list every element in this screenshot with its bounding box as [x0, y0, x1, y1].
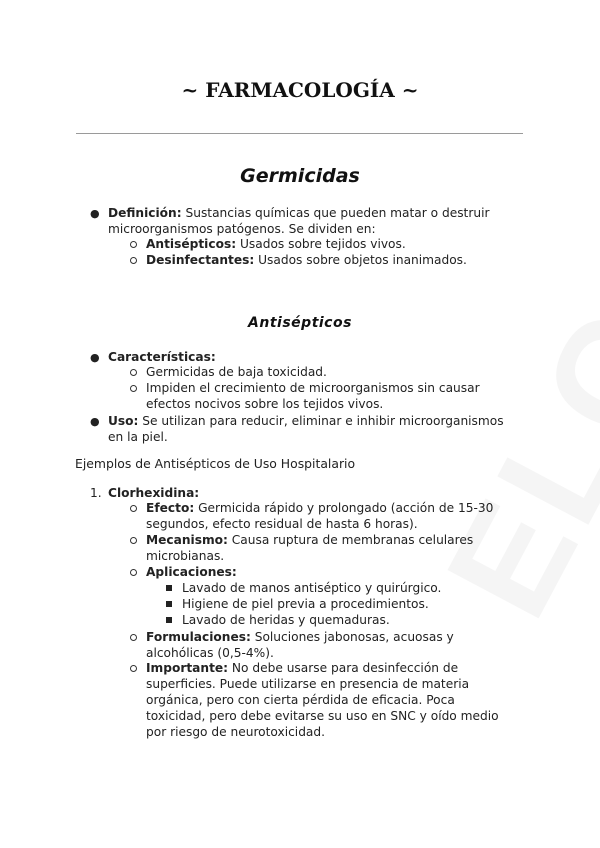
list-item: Mecanismo: Causa ruptura de membranas celulares — [146, 533, 474, 547]
list-item-cont: superficies. Puede utilizarse en presencia de materia — [146, 677, 470, 691]
list-item: Desinfectantes: Usados sobre objetos inanimados. — [146, 253, 467, 267]
list-item: Antisépticos: Usados sobre tejidos vivos. — [146, 237, 406, 251]
list-item-cont: alcohólicas (0,5-4%). — [146, 646, 274, 660]
list-item-cont: segundos, efecto residual de hasta 6 horas). — [146, 517, 418, 531]
circle-bullet-icon — [130, 385, 137, 392]
list-item: Germicidas de baja toxicidad. — [146, 365, 327, 379]
list-item: Lavado de heridas y quemaduras. — [182, 613, 390, 627]
page-title: ~ FARMACOLOGÍA ~ — [181, 78, 419, 102]
list-item: Definición: Sustancias químicas que pueden matar o destruir — [108, 206, 490, 220]
circle-bullet-icon — [130, 569, 137, 576]
section-heading-germicidas: Germicidas — [240, 165, 360, 187]
bullet-icon: ● — [90, 351, 100, 364]
list-item: Higiene de piel previa a procedimientos. — [182, 597, 429, 611]
list-item-cont: por riesgo de neurotoxicidad. — [146, 725, 326, 739]
examples-heading: Ejemplos de Antisépticos de Uso Hospitalario — [75, 456, 356, 471]
circle-bullet-icon — [130, 665, 137, 672]
list-item: Formulaciones: Soluciones jabonosas, acuosas y — [146, 630, 454, 644]
list-item: Efecto: Germicida rápido y prolongado (acción de 15-30 — [146, 501, 494, 515]
list-item-cont: orgánica, pero con cierta pérdida de eficacia. Poca — [146, 693, 455, 707]
circle-bullet-icon — [130, 537, 137, 544]
square-bullet-icon — [166, 601, 172, 607]
circle-bullet-icon — [130, 505, 137, 512]
list-item: Clorhexidina: — [108, 486, 200, 500]
section-heading-antisepticos: Antisépticos — [248, 315, 352, 331]
list-item: Impiden el crecimiento de microorganismos sin causar — [146, 381, 480, 395]
square-bullet-icon — [166, 617, 172, 623]
list-item-cont: toxicidad, pero debe evitarse su uso en SNC y oído medio — [146, 709, 499, 723]
list-number: 1. — [90, 486, 102, 500]
bullet-icon: ● — [90, 415, 100, 428]
list-item: Importante: No debe usarse para desinfección de — [146, 661, 459, 675]
list-item-cont: efectos nocivos sobre los tejidos vivos. — [146, 397, 384, 411]
circle-bullet-icon — [130, 369, 137, 376]
list-item-cont: microbianas. — [146, 549, 225, 563]
list-item-cont: en la piel. — [108, 430, 168, 444]
list-item: Características: — [108, 350, 216, 364]
square-bullet-icon — [166, 585, 172, 591]
circle-bullet-icon — [130, 241, 137, 248]
circle-bullet-icon — [130, 634, 137, 641]
divider — [76, 133, 523, 134]
list-item: Uso: Se utilizan para reducir, eliminar e inhibir microorganismos — [108, 414, 504, 428]
list-item: Lavado de manos antiséptico y quirúrgico. — [182, 581, 442, 595]
bullet-icon: ● — [90, 207, 100, 220]
list-item-cont: microorganismos patógenos. Se dividen en: — [108, 222, 376, 236]
list-item: Aplicaciones: — [146, 565, 237, 579]
circle-bullet-icon — [130, 257, 137, 264]
